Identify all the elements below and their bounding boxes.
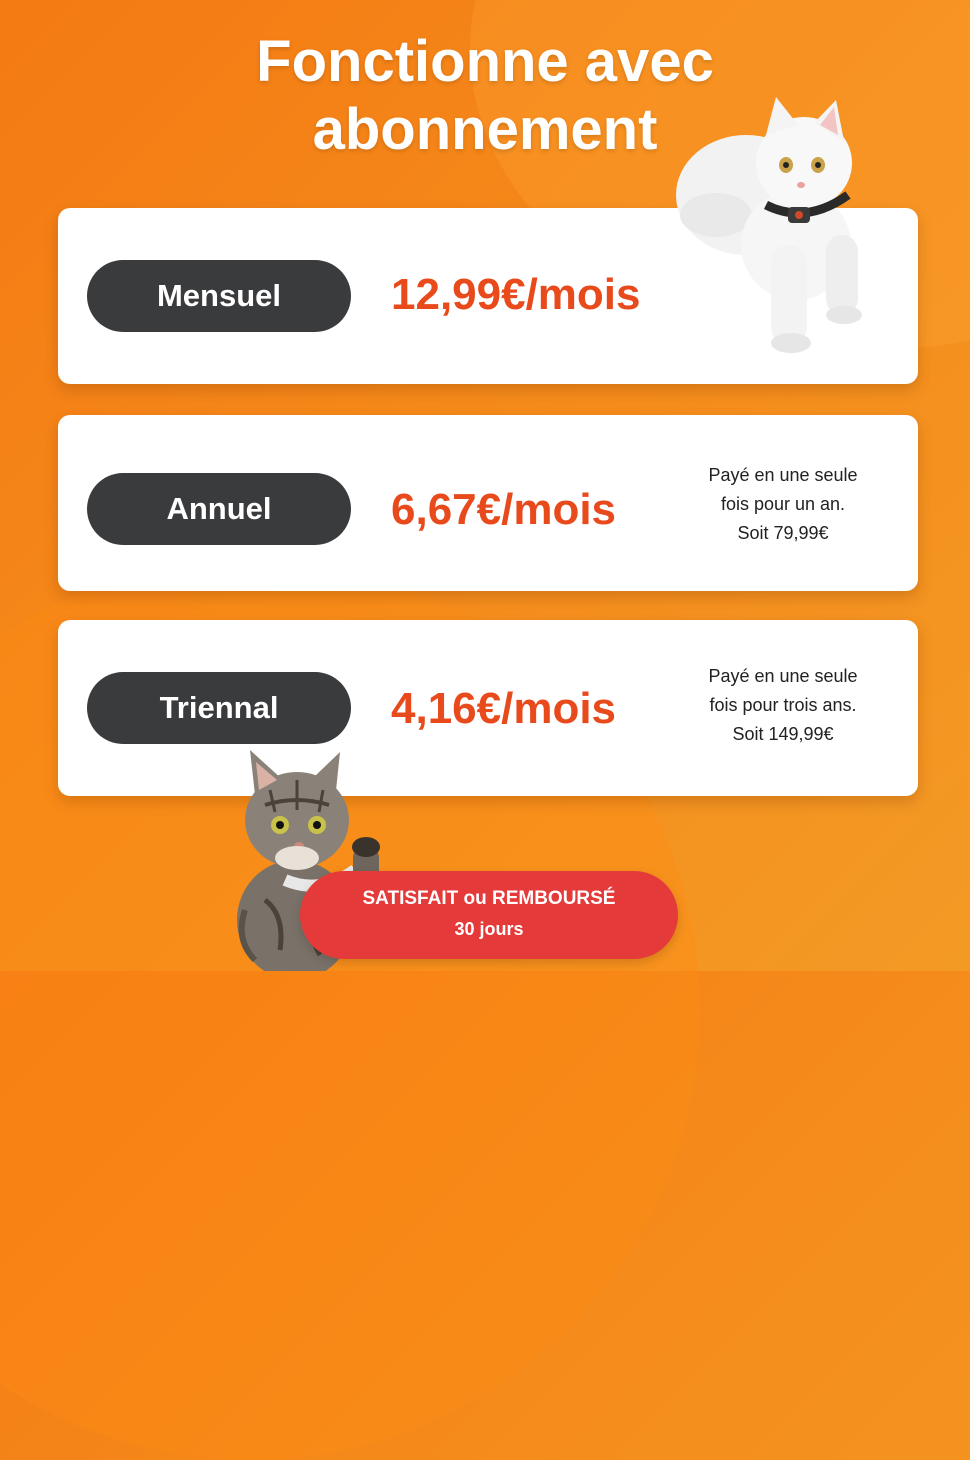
white-cat-image [676,95,886,355]
guarantee-badge [300,871,678,959]
plan-note-line: Payé en une seule [708,465,858,485]
plan-note [668,461,898,548]
plan-card-triennial [58,620,918,796]
plan-note-line: Soit 79,99€ [737,523,829,543]
plan-price: 6,67€/mois [391,485,617,534]
plan-price: 4,16€/mois [391,684,617,733]
plan-note-line: Soit 149,99€ [732,724,834,744]
plan-note-line: fois pour trois ans. [709,695,857,715]
guarantee-duration: 30 jours [454,919,524,939]
plan-card-annual [58,415,918,591]
plan-name-pill: Mensuel [87,260,351,332]
title-line-1: Fonctionne avec [256,29,714,94]
plan-name-pill: Triennal [87,672,351,744]
guarantee-title: SATISFAIT ou REMBOURSÉ [362,888,616,909]
title-line-2: abonnement [312,97,658,162]
plan-note [668,662,898,749]
plan-price: 12,99€/mois [391,270,641,319]
plan-note-line: Payé en une seule [708,666,858,686]
plan-name-pill: Annuel [87,473,351,545]
plan-note-line: fois pour un an. [720,494,846,514]
